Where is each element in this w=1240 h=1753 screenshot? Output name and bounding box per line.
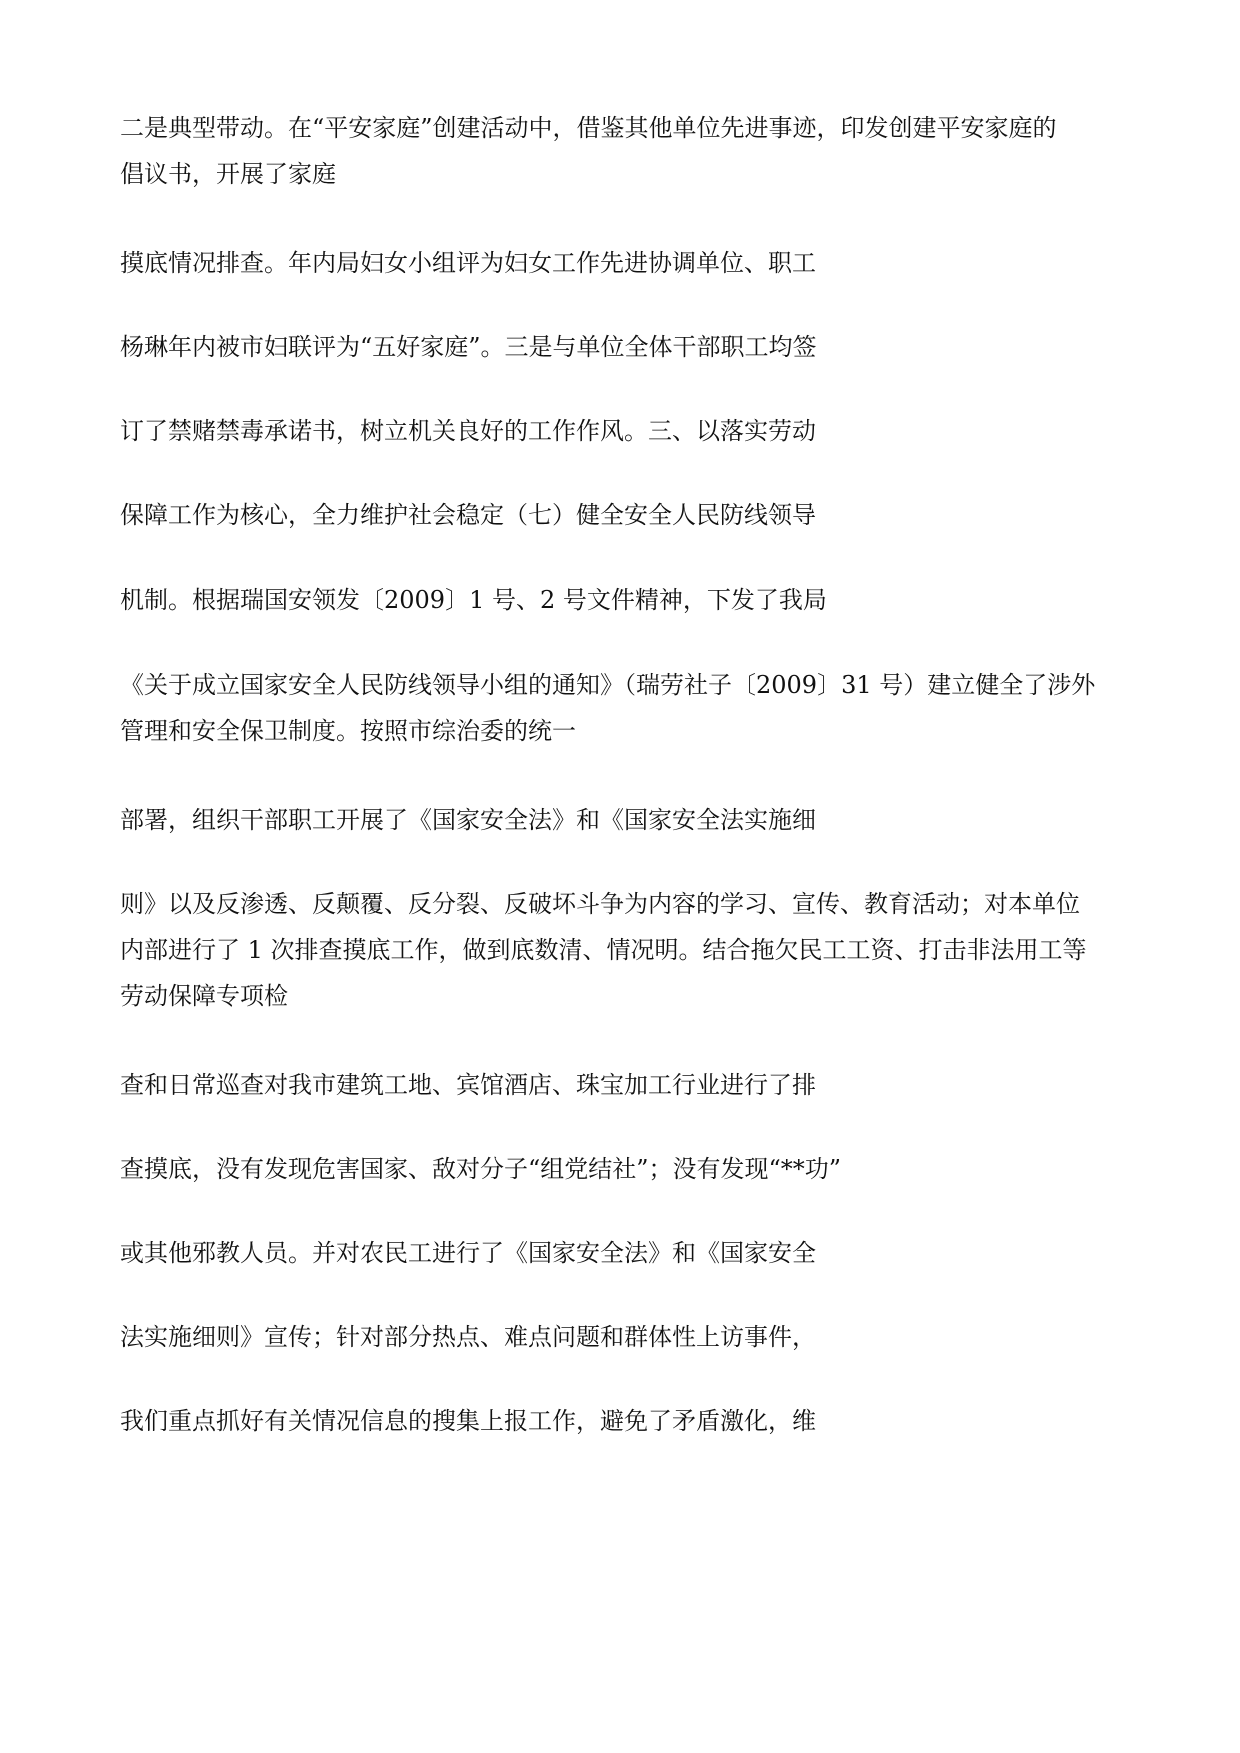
text-line: 查和日常巡查对我市建筑工地、宾馆酒店、珠宝加工行业进行了排 xyxy=(120,1071,816,1099)
text-line: 订了禁赌禁毒承诺书，树立机关良好的工作作风。三、以落实劳动 xyxy=(120,417,816,445)
text-line: 摸底情况排查。年内局妇女小组评为妇女工作先进协调单位、职工 xyxy=(120,249,816,277)
text-line: 劳动保障专项检 xyxy=(120,982,288,1010)
text-line: 或其他邪教人员。并对农民工进行了《国家安全法》和《国家安全 xyxy=(120,1239,816,1267)
text-line: 二是典型带动。在“平安家庭”创建活动中，借鉴其他单位先进事迹，印发创建平安家庭的 xyxy=(120,114,1057,142)
text-line: 内部进行了 1 次排查摸底工作，做到底数清、情况明。结合拖欠民工工资、打击非法用工等 xyxy=(120,936,1087,964)
text-line: 部署，组织干部职工开展了《国家安全法》和《国家安全法实施细 xyxy=(120,806,816,834)
text-line: 《关于成立国家安全人民防线领导小组的通知》（瑞劳社子〔2009〕31 号）建立健全了涉外 xyxy=(120,671,1096,699)
text-line: 查摸底，没有发现危害国家、敌对分子“组党结社”；没有发现“**功” xyxy=(120,1155,842,1183)
text-line: 管理和安全保卫制度。按照市综治委的统一 xyxy=(120,717,576,745)
text-line: 则》以及反渗透、反颠覆、反分裂、反破坏斗争为内容的学习、宣传、教育活动；对本单位 xyxy=(120,890,1080,918)
text-line: 法实施细则》宣传；针对部分热点、难点问题和群体性上访事件， xyxy=(120,1323,816,1351)
text-line: 倡议书，开展了家庭 xyxy=(120,160,336,188)
text-line: 杨琳年内被市妇联评为“五好家庭”。三是与单位全体干部职工均签 xyxy=(120,333,817,361)
text-line: 我们重点抓好有关情况信息的搜集上报工作，避免了矛盾激化，维 xyxy=(120,1407,816,1435)
text-line: 机制。根据瑞国安领发〔2009〕1 号、2 号文件精神，下发了我局 xyxy=(120,586,827,614)
text-line: 保障工作为核心，全力维护社会稳定（七）健全安全人民防线领导 xyxy=(120,501,816,529)
